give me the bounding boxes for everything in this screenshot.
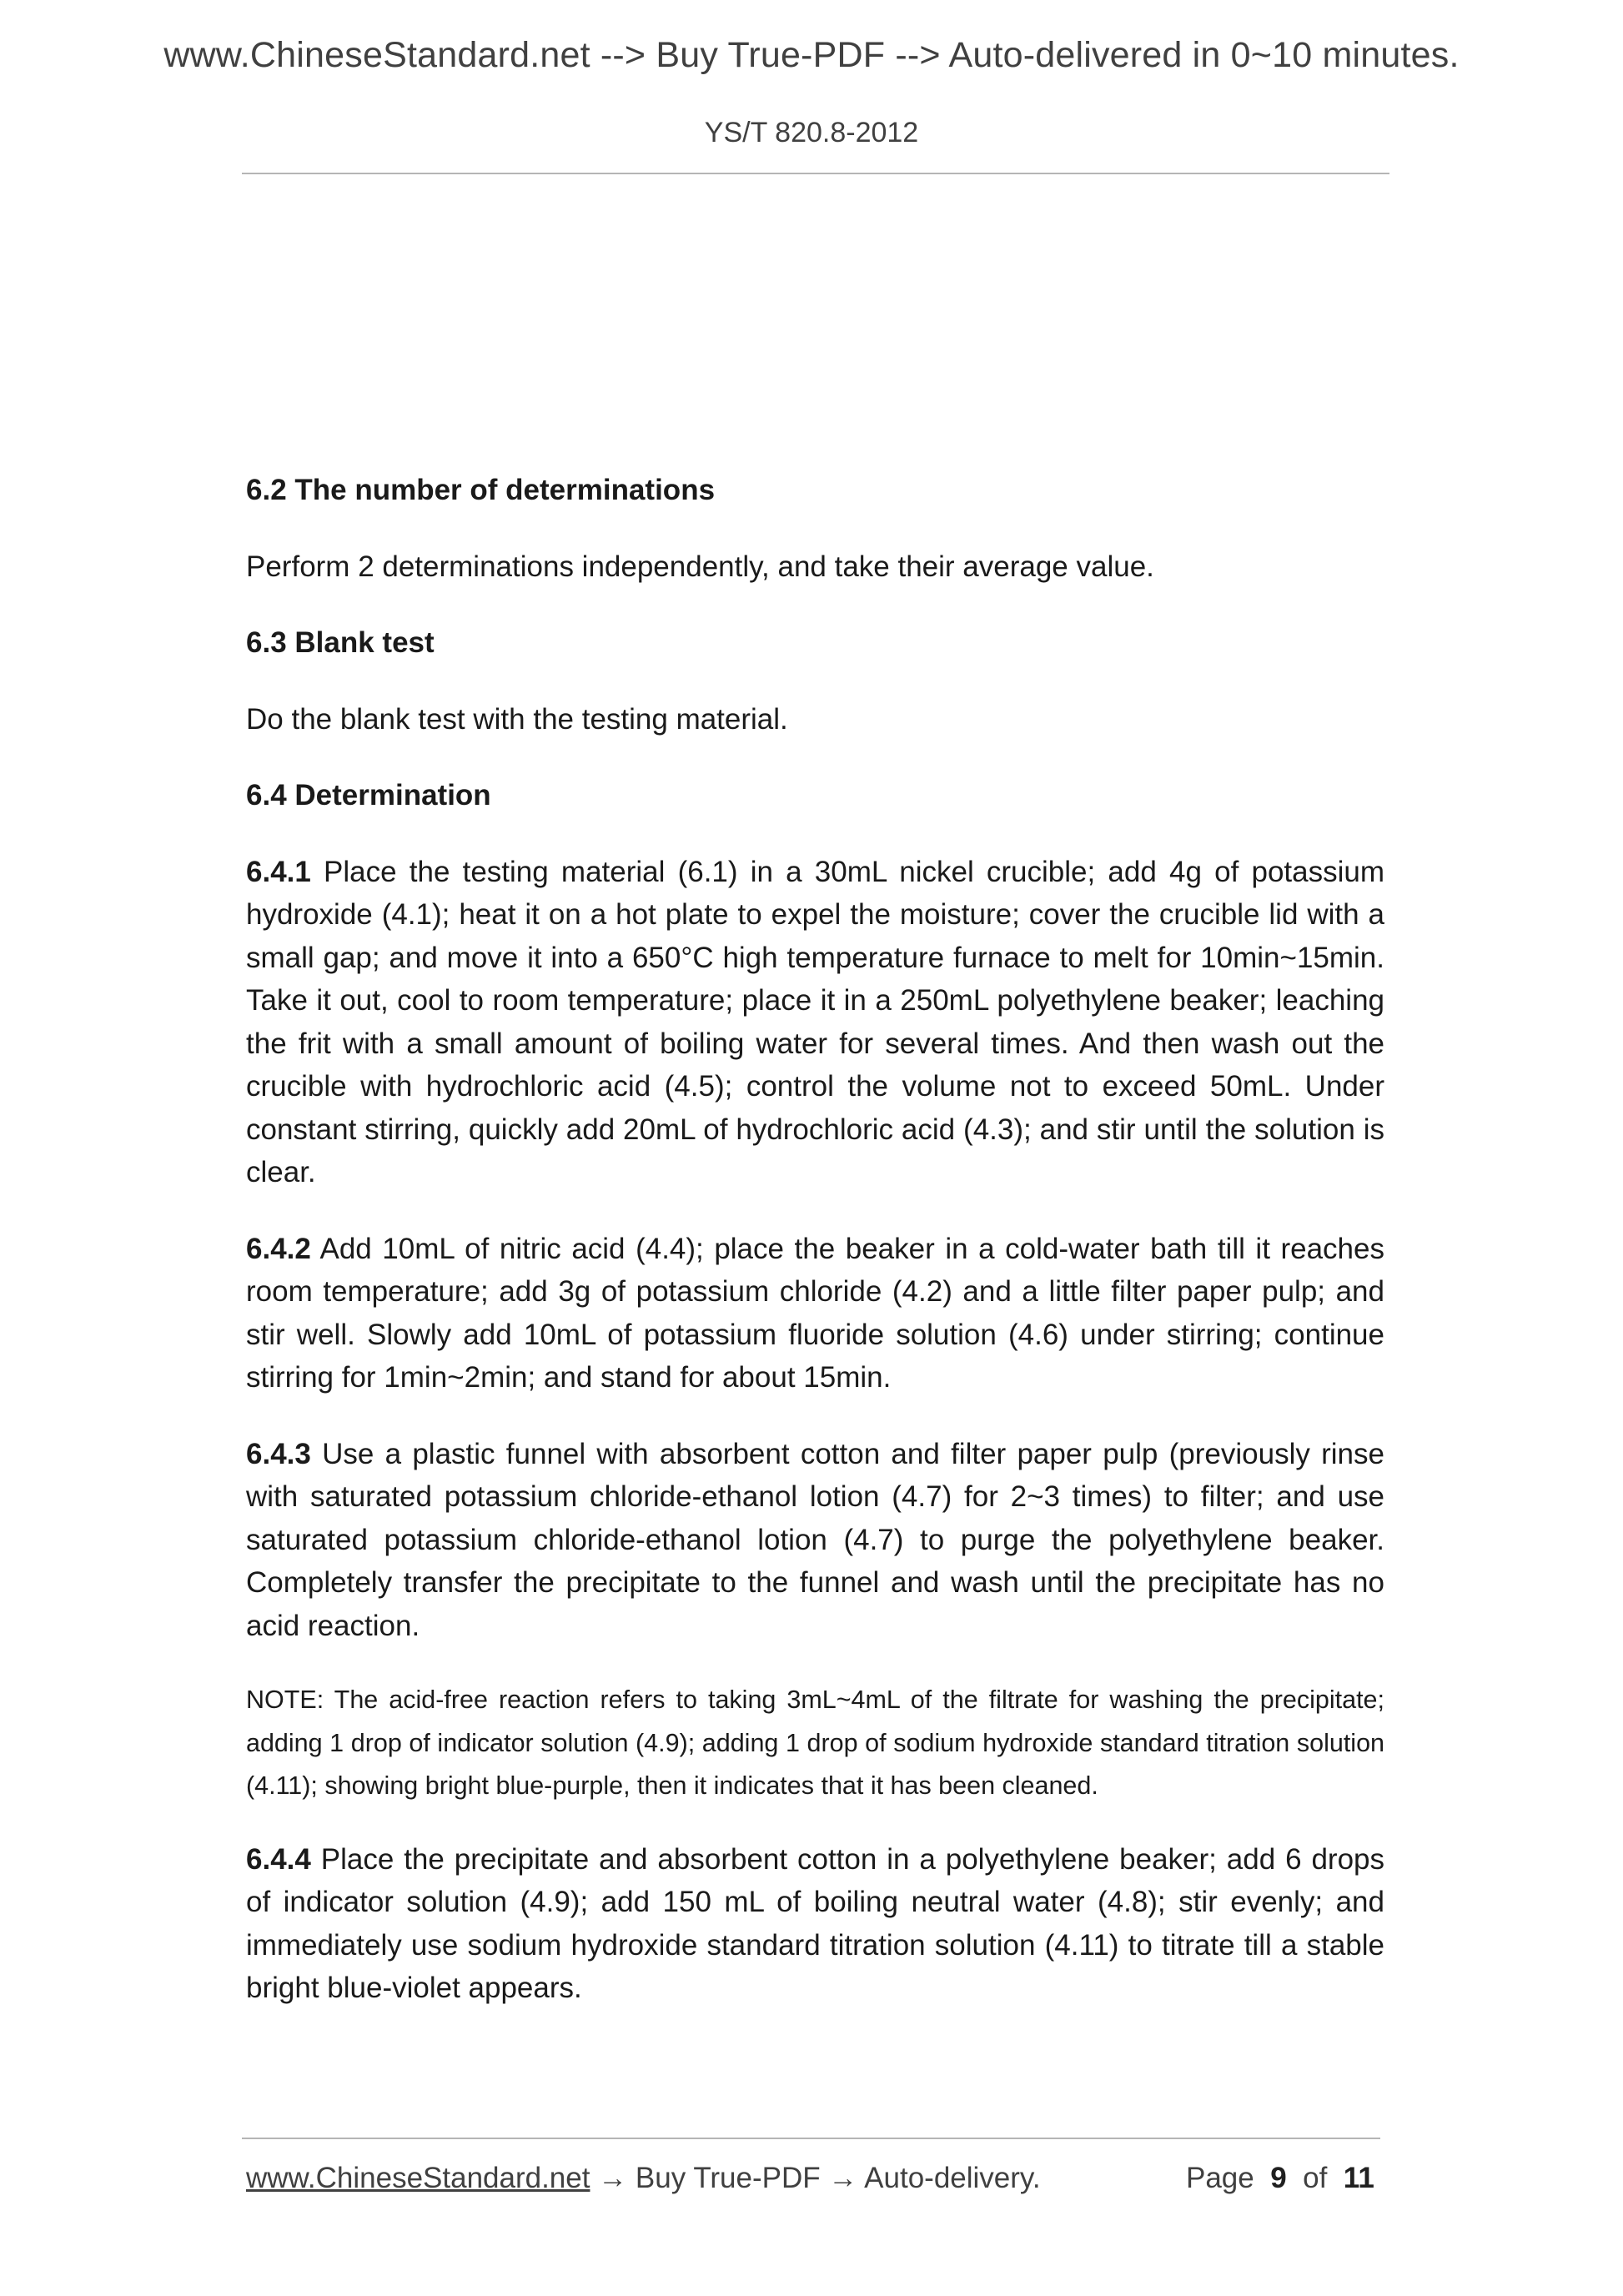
clause-6-4-2 (246, 1228, 1384, 1399)
footer-promo (246, 2162, 1041, 2195)
site-banner: www.ChineseStandard.net --> Buy True-PDF --> Auto-delivered in 0~10 minutes. (163, 35, 1460, 75)
clause-6-4-3 (246, 1433, 1384, 1648)
section-6-4-title: 6.4 Determination (246, 779, 491, 811)
footer-site-link[interactable]: www.ChineseStandard.net (246, 2162, 590, 2194)
page-number: 9 (1270, 2162, 1287, 2194)
document-body (246, 469, 1384, 2043)
footer-divider (242, 2138, 1380, 2139)
section-6-3-text: Do the blank test with the testing material. (246, 702, 788, 736)
clause-number: 6.4.1 (246, 855, 311, 888)
document-id: YS/T 820.8-2012 (704, 117, 919, 148)
section-6-2-text: Perform 2 determinations independently, and take their average value. (246, 550, 1154, 583)
clause-6-4-1 (246, 851, 1384, 1194)
section-6-2-title: 6.2 The number of determinations (246, 474, 716, 506)
clause-number: 6.4.4 (246, 1842, 311, 1876)
of-label: of (1303, 2162, 1328, 2194)
clause-text: Place the precipitate and absorbent cotton in a polyethylene beaker; add 6 drops of indicator solution (4.9); add 150 mL of boiling neutral water (4.8); stir evenly; and immediately use sodium hydroxide standard titration solution (4.11) to titrate till a stable bright blue-violet appears. (246, 1842, 1384, 2004)
page-indicator (1186, 2162, 1374, 2195)
section-6-3-title: 6.3 Blank test (246, 626, 435, 659)
clause-text: Place the testing material (6.1) in a 30mL nickel crucible; add 4g of potassium hydroxide (4.1); heat it on a hot plate to expel the moisture; cover the crucible lid with a small gap; and move it into a 650°C high temperature furnace to melt for 10min~15min. Take it out, cool to room temperature; place it in a 250mL polyethylene beaker; leaching the frit with a small amount of boiling water for several times. And then wash out the crucible with hydrochloric acid (4.5); control the volume not to exceed 50mL. Under constant stirring, quickly add 20mL of hydrochloric acid (4.3); and stir until the solution is clear. (246, 855, 1384, 1188)
clause-text: Use a plastic funnel with absorbent cotton and filter paper pulp (previously rinse with saturated potassium chloride-ethanol lotion (4.7) for 2~3 times) to filter; and use saturated potassium chloride-ethanol lotion (4.7) to purge the polyethylene beaker. Completely transfer the precipitate to the funnel and wash until the precipitate has no acid reaction. (246, 1437, 1384, 1642)
page-label: Page (1186, 2162, 1254, 2194)
clause-6-4-4 (246, 1838, 1384, 2010)
footer-promo-text: → Buy True-PDF → Auto-delivery. (590, 2162, 1041, 2194)
page-total: 11 (1343, 2162, 1374, 2194)
clause-number: 6.4.2 (246, 1232, 311, 1265)
note-text: NOTE: The acid-free reaction refers to taking 3mL~4mL of the filtrate for washing the precipitate; adding 1 drop of indicator solution (4.9); adding 1 drop of sodium hydroxide standard titration solution (4.11); showing bright blue-purple, then it indicates that it has been cleaned. (246, 1686, 1384, 1800)
header-divider (242, 173, 1389, 174)
clause-number: 6.4.3 (246, 1437, 311, 1470)
clause-text: Add 10mL of nitric acid (4.4); place the beaker in a cold-water bath till it reaches room temperature; add 3g of potassium chloride (4.2) and a little filter paper pulp; and stir well. Slowly add 10mL of potassium fluoride solution (4.6) under stirring; continue stirring for 1min~2min; and stand for about 15min. (246, 1232, 1384, 1394)
